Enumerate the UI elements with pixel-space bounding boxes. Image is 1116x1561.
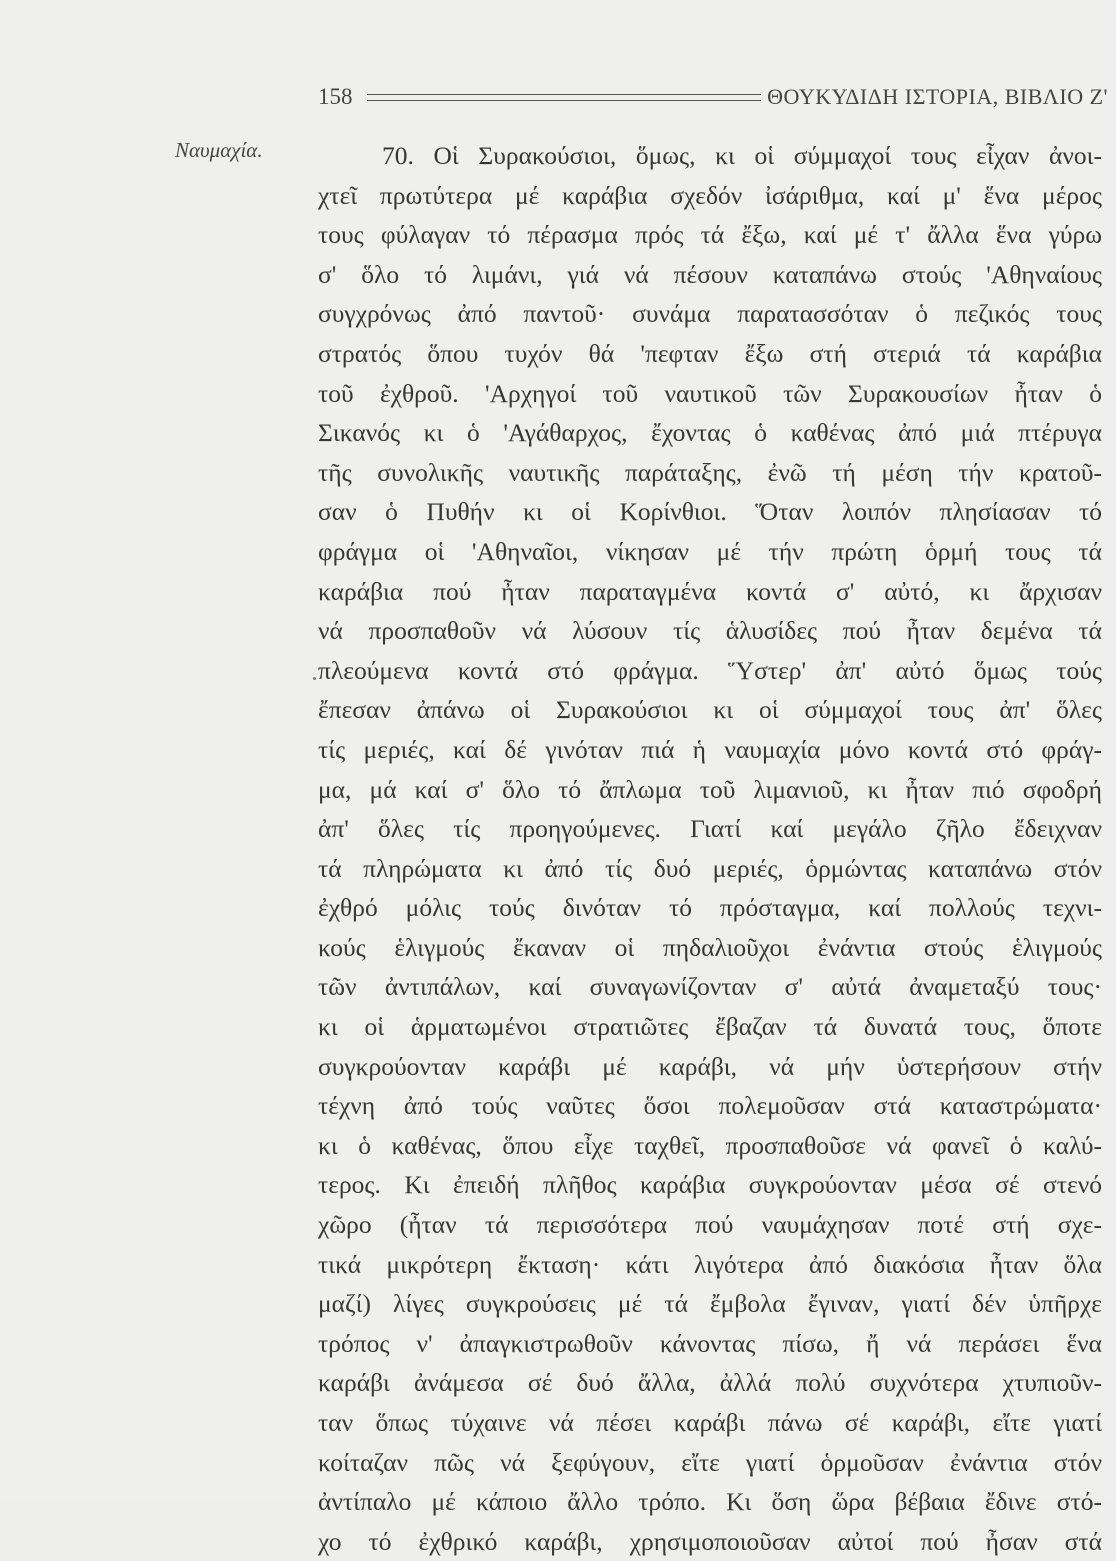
text-line: 70. Οἱ Συρακούσιοι, ὅμως, κι οἱ σύμμαχοί τους εἶχαν ἀνοι- [382,141,1102,170]
page-number: 158 [318,84,353,109]
text-line: σ' ὅλο τό λιμάνι, γιά νά πέσουν καταπάνω στούς 'Αθηναίους [318,259,1102,289]
margin-note: Ναυμαχία. [175,138,263,162]
text-line: κι ὁ καθένας, ὅπου εἶχε ταχθεῖ, προσπαθοῦσε νά φανεῖ ὁ καλύ- [318,1130,1102,1160]
text-line: στρατός ὅπου τυχόν θά 'πεφταν ἔξω στή στεριά τά καράβια [318,338,1102,368]
text-line: τά πληρώματα κι ἀπό τίς δυό μεριές, ὁρμώντας καταπάνω στόν [318,853,1102,883]
text-line: νά προσπαθοῦν νά λύσουν τίς ἁλυσίδες πού ἦταν δεμένα τά [318,616,1102,646]
text-line: ταν ὅπως τύχαινε νά πέσει καράβι πάνω σέ καράβι, εἴτε γιατί [318,1408,1102,1437]
margin-dot [313,677,316,680]
text-line: ἐχθρό μόλις τούς δινόταν τό πρόσταγμα, καί πολλούς τεχνι- [318,893,1102,923]
text-line: συγχρόνως ἀπό παντοῦ· συνάμα παρατασσόταν ὁ πεζικός τους [318,299,1102,329]
text-line: φράγμα οἱ 'Αθηναῖοι, νίκησαν μέ τήν πρώτη ὁρμή τους τά [318,536,1102,566]
text-line: τῆς συνολικῆς ναυτικῆς παράταξης, ἐνῶ τή μέση τήν κρατοῦ- [318,457,1102,487]
text-line: ἔπεσαν ἀπάνω οἱ Συρακούσιοι κι οἱ σύμμαχοί τους ἀπ' ὅλες [318,695,1102,725]
text-line: τέχνη ἀπό τούς ναῦτες ὅσοι πολεμοῦσαν στά καταστρώματα· [318,1091,1102,1121]
text-line: σαν ὁ Πυθήν κι οἱ Κορίνθιοι. Ὅταν λοιπόν πλησίασαν τό [318,497,1102,527]
text-line: κοίταζαν πῶς νά ξεφύγουν, εἴτε γιατί ὁρμοῦσαν ἐνάντια στόν [318,1447,1102,1477]
text-line: μα, μά καί σ' ὅλο τό ἄπλωμα τοῦ λιμανιοῦ, κι ἦταν πιό σφοδρή [318,774,1102,804]
text-line: ἀπ' ὅλες τίς προηγούμενες. Γιατί καί μεγάλο ζῆλο ἔδειχναν [318,814,1102,844]
text-line: μαζί) λίγες συγκρούσεις μέ τά ἔμβολα ἔγιναν, γιατί δέν ὑπῆρχε [318,1289,1102,1319]
text-line: ἀντίπαλο μέ κάποιο ἄλλο τρόπο. Κι ὅση ὥρα βέβαια ἔδινε στό- [318,1487,1102,1517]
text-line: πλεούμενα κοντά στό φράγμα. Ὕστερ' ἀπ' αὐτό ὅμως τούς [318,655,1102,685]
text-line: κούς ἑλιγμούς ἔκαναν οἱ πηδαλιοῦχοι ἐνάντια στούς ἑλιγμούς [318,932,1102,962]
text-line: τρόπος ν' ἀπαγκιστρωθοῦν κάνοντας πίσω, ἤ νά περάσει ἕνα [318,1328,1102,1358]
text-line: χο τό ἐχθρικό καράβι, χρησιμοποιοῦσαν αὐτοί πού ἦσαν στά [318,1526,1102,1556]
text-line: τικά μικρότερη ἔκταση· κάτι λιγότερα ἀπό διακόσια ἦταν ὅλα [318,1249,1102,1279]
text-line: χτεῖ πρωτύτερα μέ καράβια σχεδόν ἰσάριθμα, καί μ' ἕνα μέρος [318,180,1102,210]
text-line: κι οἱ ἁρματωμένοι στρατιῶτες ἔβαζαν τά δυνατά τους, ὅποτε [318,1012,1102,1042]
header-double-rule [367,94,762,101]
text-line: καράβια πού ἦταν παραταγμένα κοντά σ' αὐτό, κι ἄρχισαν [318,576,1102,606]
text-line: τερος. Κι ἐπειδή πλῆθος καράβια συγκρούονταν μέσα σέ στενό [318,1170,1102,1200]
body-text [318,136,1102,1561]
text-line: τοῦ ἐχθροῦ. 'Αρχηγοί τοῦ ναυτικοῦ τῶν Συρακουσίων ἦταν ὁ [318,378,1102,408]
text-line: συγκρούονταν καράβι μέ καράβι, νά μήν ὑστερήσουν στήν [318,1051,1102,1081]
text-line: τίς μεριές, καί δέ γινόταν πιά ἡ ναυμαχία μόνο κοντά στό φράγ- [318,734,1102,764]
text-line: καράβι ἀνάμεσα σέ δυό ἄλλα, ἀλλά πολύ συχνότερα χτυπιοῦν- [318,1368,1102,1398]
text-line: τους φύλαγαν τό πέρασμα πρός τά ἔξω, καί μέ τ' ἄλλα ἕνα γύρω [318,220,1102,250]
running-title: ΘΟΥΚΥΔΙΔΗ ΙΣΤΟΡΙΑ, ΒΙΒΛΙΟ Ζ' [767,84,1108,109]
text-line: τῶν ἀντιπάλων, καί συναγωνίζονταν σ' αὐτά ἀναμεταξύ τους· [318,972,1102,1002]
text-line: Σικανός κι ὁ 'Αγάθαρχος, ἔχοντας ὁ καθένας ἀπό μιά πτέρυγα [318,418,1102,448]
page-header [318,82,1108,112]
text-line: χῶρο (ἦταν τά περισσότερα πού ναυμάχησαν ποτέ στή σχε- [318,1210,1102,1240]
